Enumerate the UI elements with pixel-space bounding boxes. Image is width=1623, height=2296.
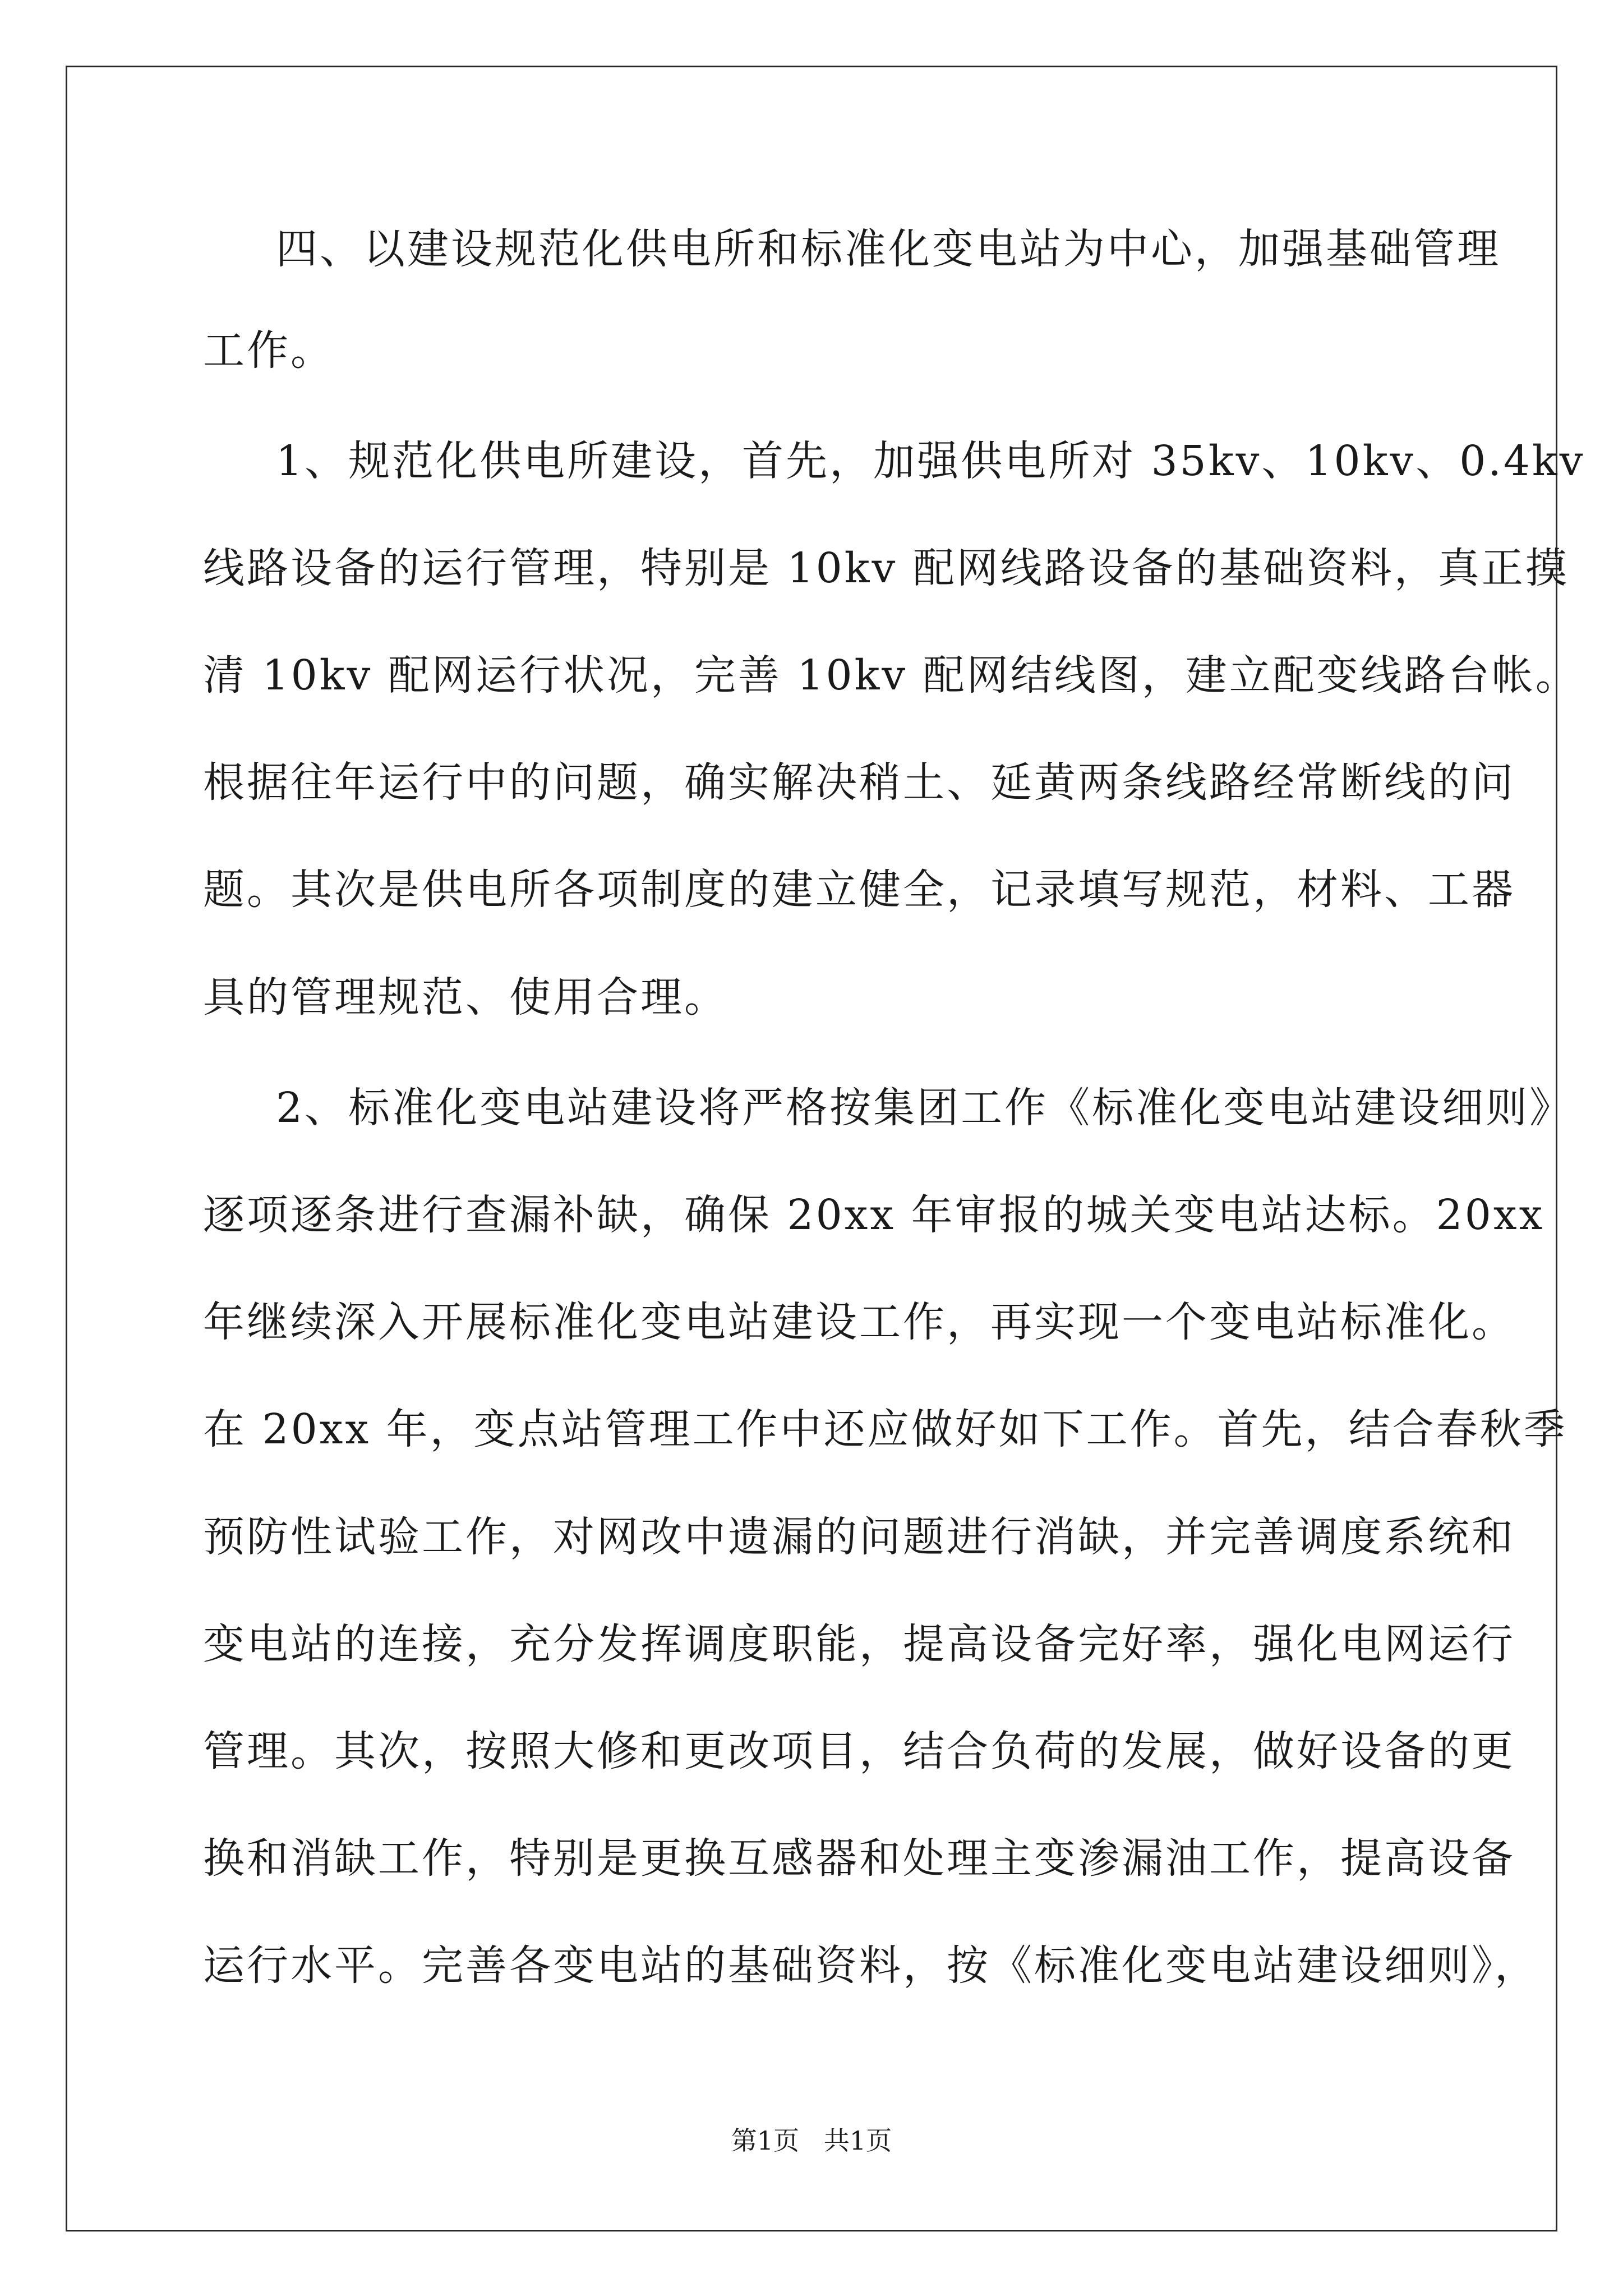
item-2-line-7: 管理。其次，按照大修和更改项目，结合负荷的发展，做好设备的更 [203,1727,1515,1775]
item-2-line-1: 2、标准化变电站建设将严格按集团工作《标准化变电站建设细则》 [276,1084,1574,1132]
item-1-line-1: 1、规范化供电所建设，首先，加强供电所对 35kv、10kv、0.4kv [276,437,1585,485]
page-number-footer: 第1页 共1页 [731,2125,892,2156]
item-2-line-8: 换和消缺工作，特别是更换互感器和处理主变渗漏油工作，提高设备 [203,1834,1515,1883]
item-2-line-9: 运行水平。完善各变电站的基础资料，按《标准化变电站建设细则》， [203,1941,1538,1990]
paragraph-4-line-1: 四、以建设规范化供电所和标准化变电站为中心，加强基础管理 [276,225,1501,273]
item-2-line-6: 变电站的连接，充分发挥调度职能，提高设备完好率，强化电网运行 [203,1620,1515,1668]
item-1-line-5: 题。其次是供电所各项制度的建立健全，记录填写规范，材料、工器 [203,866,1515,914]
item-2-line-2: 逐项逐条进行查漏补缺，确保 20xx 年审报的城关变电站达标。20xx [203,1191,1545,1239]
item-2-line-3: 年继续深入开展标准化变电站建设工作，再实现一个变电站标准化。 [203,1298,1515,1346]
item-1-line-4: 根据往年运行中的问题，确实解决稍土、延黄两条线路经常断线的问 [203,758,1515,807]
item-2-line-4: 在 20xx 年，变点站管理工作中还应做好如下工作。首先，结合春秋季 [203,1405,1567,1453]
item-2-line-5: 预防性试验工作，对网改中遗漏的问题进行消缺，并完善调度系统和 [203,1513,1515,1561]
item-1-line-2: 线路设备的运行管理，特别是 10kv 配网线路设备的基础资料，真正摸 [203,544,1569,592]
paragraph-4-line-2: 工作。 [203,326,334,375]
item-1-line-3: 清 10kv 配网运行状况，完善 10kv 配网结线图，建立配变线路台帐。 [203,651,1579,700]
item-1-line-6: 具的管理规范、使用合理。 [203,973,728,1022]
